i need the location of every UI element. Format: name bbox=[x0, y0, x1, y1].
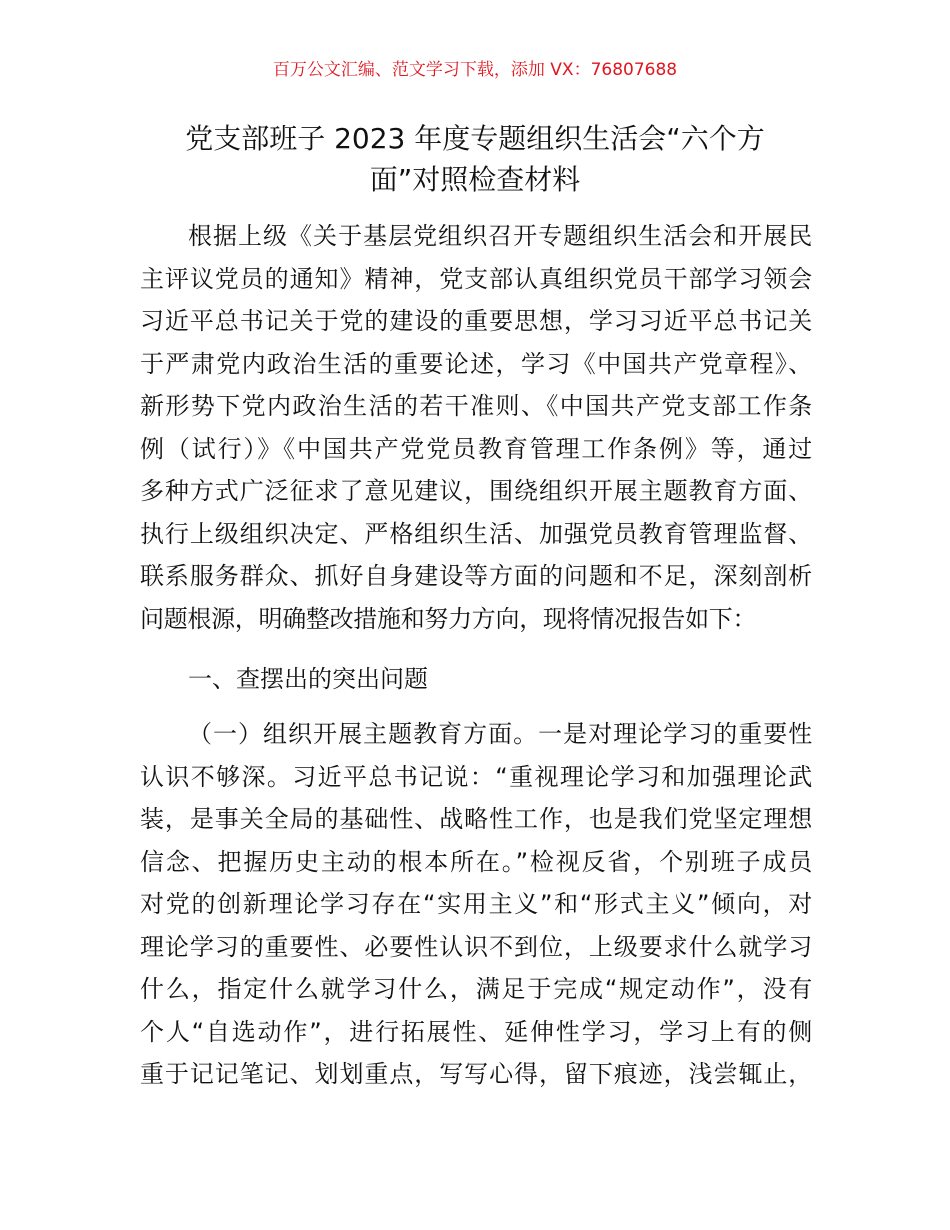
paragraph-line: 信念、把握历史主动的根本所在。”检视反省，个别班子成员 bbox=[140, 847, 812, 876]
promo-banner: 百万公文汇编、范文学习下载，添加 VX：76807688 bbox=[272, 60, 678, 80]
paragraph-line: 习近平总书记关于党的建设的重要思想，学习习近平总书记关 bbox=[140, 307, 812, 335]
section-one-paragraph bbox=[140, 713, 812, 1096]
title-line: 党支部班子 2023 年度专题组织生活会“六个方 bbox=[185, 122, 765, 155]
paragraph-line: 多种方式广泛征求了意见建议，围绕组织开展主题教育方面、 bbox=[140, 477, 812, 505]
paragraph-line: 装，是事关全局的基础性、战略性工作，也是我们党坚定理想 bbox=[140, 805, 812, 833]
paragraph-line: 什么，指定什么就学习什么，满足于完成“规定动作”，没有 bbox=[140, 975, 812, 1003]
paragraph-line: 于严肃党内政治生活的重要论述，学习《中国共产党章程》、 bbox=[140, 349, 812, 378]
section-heading: 一、查摆出的突出问题 bbox=[188, 665, 428, 693]
paragraph-line: 个人“自选动作”，进行拓展性、延伸性学习，学习上有的侧 bbox=[140, 1017, 812, 1046]
paragraph-line: 执行上级组织决定、严格组织生活、加强党员教育管理监督、 bbox=[140, 519, 812, 548]
paragraph-line: 根据上级《关于基层党组织召开专题组织生活会和开展民 bbox=[188, 222, 812, 250]
paragraph-line: 新形势下党内政治生活的若干准则、《中国共产党支部工作条 bbox=[140, 392, 812, 420]
paragraph-line: （一）组织开展主题教育方面。一是对理论学习的重要性 bbox=[188, 720, 812, 748]
intro-paragraph bbox=[140, 215, 812, 640]
paragraph-line: 理论学习的重要性、必要性认识不到位，上级要求什么就学习 bbox=[140, 932, 812, 961]
title-line: 面”对照检查材料 bbox=[369, 163, 581, 196]
paragraph-line: 例（试行）》《中国共产党党员教育管理工作条例》等，通过 bbox=[140, 434, 812, 463]
paragraph-line: 联系服务群众、抓好自身建设等方面的问题和不足，深刻剖析 bbox=[140, 562, 812, 590]
paragraph-line: 认识不够深。习近平总书记说：“重视理论学习和加强理论武 bbox=[140, 762, 812, 791]
paragraph-line: 对党的创新理论学习存在“实用主义”和“形式主义”倾向，对 bbox=[140, 890, 812, 918]
paragraph-line: 重于记记笔记、划划重点，写写心得，留下痕迹，浅尝辄止， bbox=[140, 1060, 812, 1088]
paragraph-line: 问题根源，明确整改措施和努力方向，现将情况报告如下： bbox=[140, 604, 757, 633]
document-title bbox=[130, 118, 820, 200]
paragraph-line: 主评议党员的通知》精神，党支部认真组织党员干部学习领会 bbox=[140, 264, 812, 293]
